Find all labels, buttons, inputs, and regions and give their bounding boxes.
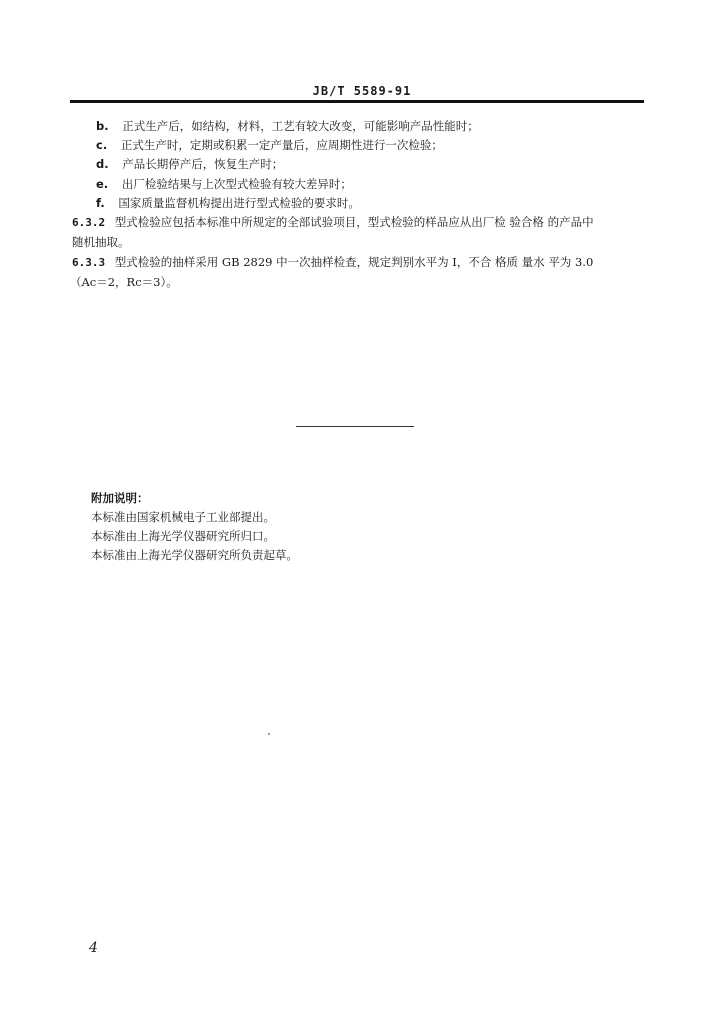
scan-speck [268,733,270,735]
note-line: 本标准由上海光学仪器研究所归口。 [91,529,275,543]
list-item [96,137,443,153]
item-label: e. [96,177,109,191]
item-text: 正式生产后，如结构，材料，工艺有较大改变，可能影响产品性能时； [122,119,479,133]
note-line: 本标准由国家机械电子工业部提出。 [91,510,275,524]
clause-number: 6.3.2 [72,216,106,229]
item-label: c. [96,138,108,152]
item-label: f. [96,196,105,210]
clause-continuation: （Ac＝2，Rc＝3）。 [70,275,178,289]
notes-title: 附加说明： [91,491,149,505]
list-item [96,118,479,134]
clause-continuation: 随机抽取。 [72,235,130,249]
list-item [96,195,360,211]
item-text: 出厂检验结果与上次型式检验有较大差异时； [121,177,352,191]
clause-6-3-3 [72,254,593,271]
list-item [96,176,352,192]
clause-text: 型式检验的抽样采用 GB 2829 中一次抽样检查，规定判别水平为 Ⅰ，不合 格质 量水 平为 3.0 [114,255,594,269]
clause-6-3-2 [72,214,594,231]
list-item [96,156,283,172]
item-text: 产品长期停产后，恢复生产时； [122,157,284,171]
item-text: 正式生产时，定期或积累一定产量后，应周期性进行一次检验； [120,138,443,152]
page-number: 4 [89,940,98,956]
standard-code-header: JB/T 5589-91 [312,84,412,98]
item-label: b. [96,119,109,133]
item-text: 国家质量监督机构提出进行型式检验的要求时。 [118,196,360,210]
clause-text: 型式检验应包括本标准中所规定的全部试验项目，型式检验的样品应从出厂检 验合格 的产品中 [114,215,594,229]
item-label: d. [96,157,109,171]
note-line: 本标准由上海光学仪器研究所负责起草。 [91,548,298,562]
header-rule [70,100,644,103]
clause-number: 6.3.3 [72,256,106,269]
end-divider [296,426,414,427]
